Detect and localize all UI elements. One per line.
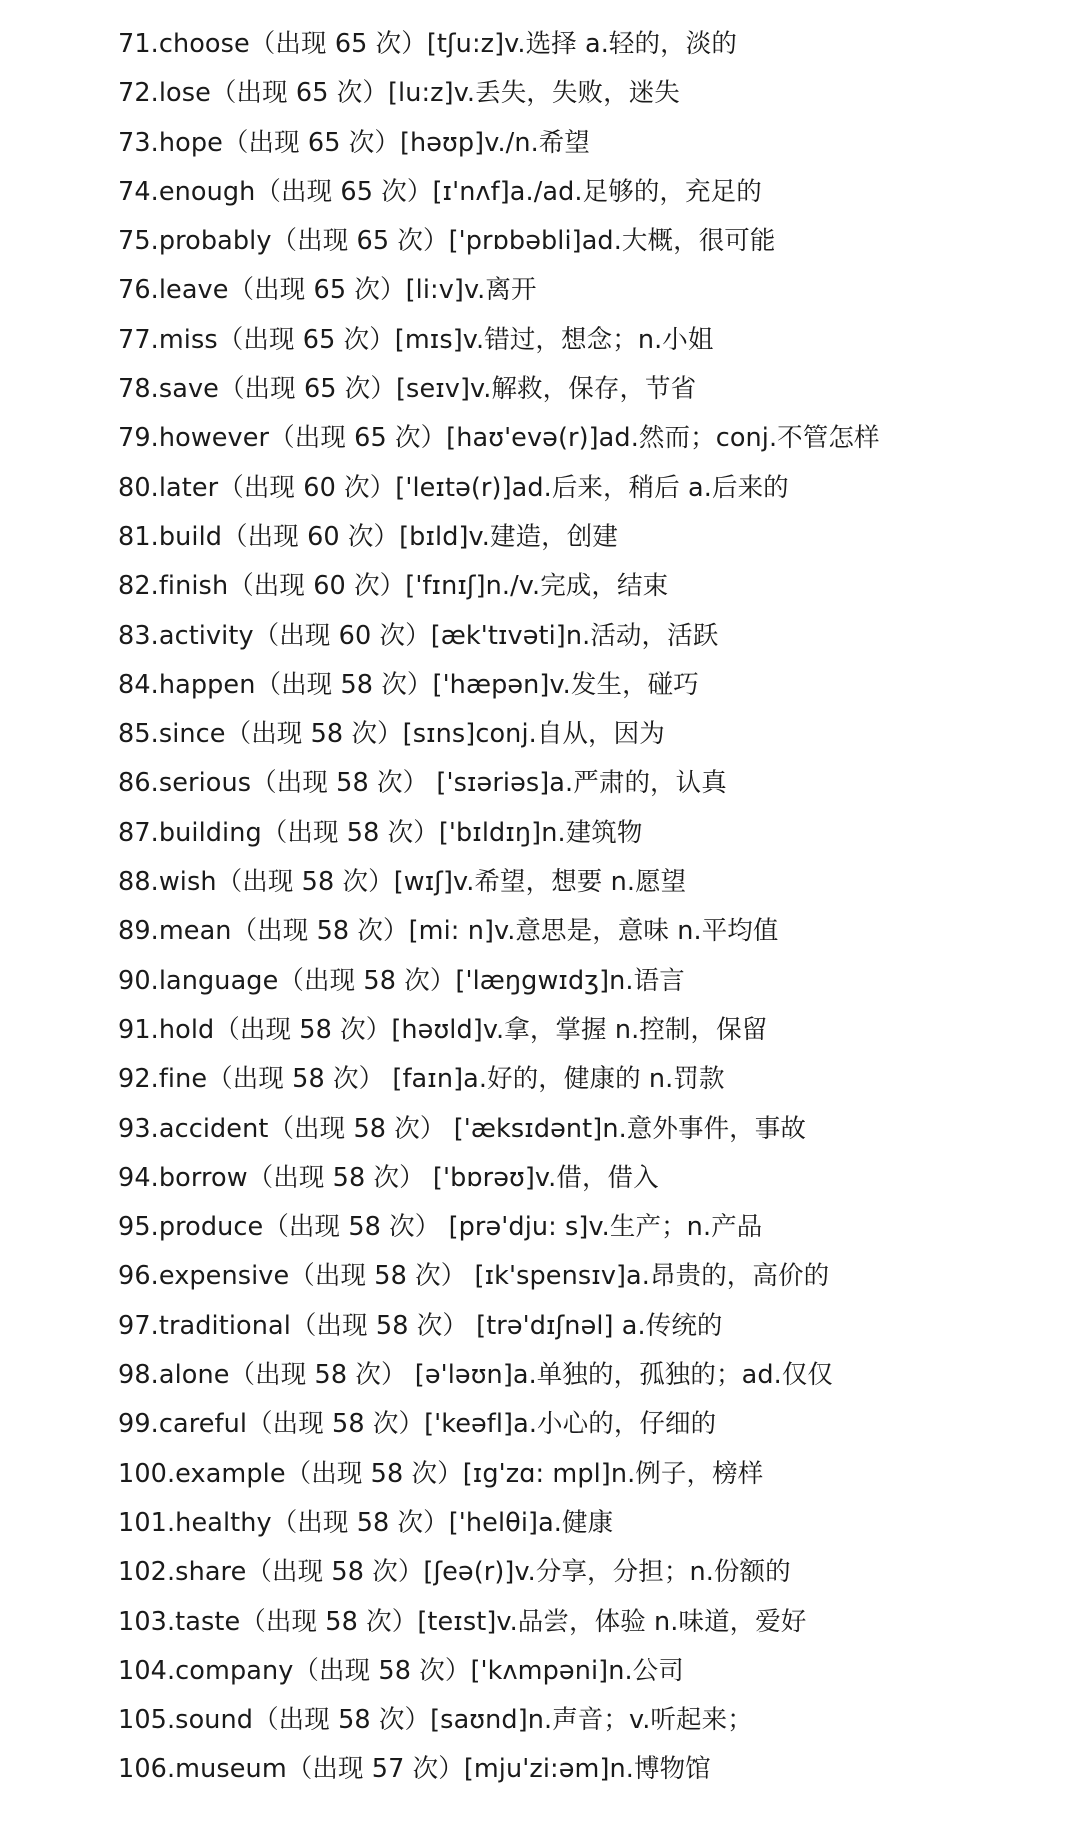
vocab-entry: 101.healthy（出现 58 次）['helθi]a.健康 bbox=[118, 1507, 614, 1538]
vocab-entry: 94.borrow（出现 58 次） ['bɒrəʊ]v.借，借入 bbox=[118, 1162, 659, 1193]
vocab-entry: 103.taste（出现 58 次）[teɪst]v.品尝，体验 n.味道，爱好 bbox=[118, 1606, 807, 1637]
vocab-entry: 74.enough（出现 65 次）[ɪ'nʌf]a./ad.足够的，充足的 bbox=[118, 176, 762, 207]
vocab-entry: 104.company（出现 58 次）['kʌmpəni]n.公司 bbox=[118, 1655, 684, 1686]
vocab-entry: 95.produce（出现 58 次） [prə'dju: s]v.生产；n.产品 bbox=[118, 1212, 763, 1243]
vocab-entry: 96.expensive（出现 58 次） [ɪk'spensɪv]a.昂贵的，高价的 bbox=[118, 1261, 830, 1292]
vocab-entry: 99.careful（出现 58 次）['keəfl]a.小心的，仔细的 bbox=[118, 1409, 717, 1440]
vocab-entry: 98.alone（出现 58 次） [ə'ləʊn]a.单独的，孤独的；ad.仅仅 bbox=[118, 1360, 834, 1391]
vocab-entry: 102.share（出现 58 次）[ʃeə(r)]v.分享，分担；n.份额的 bbox=[118, 1557, 791, 1588]
vocab-entry: 93.accident（出现 58 次） ['æksɪdənt]n.意外事件，事故 bbox=[118, 1113, 806, 1144]
vocab-entry: 100.example（出现 58 次）[ɪg'zɑ: mpl]n.例子，榜样 bbox=[118, 1458, 764, 1489]
vocab-entry: 84.happen（出现 58 次）['hæpən]v.发生，碰巧 bbox=[118, 669, 699, 700]
vocab-entry: 88.wish（出现 58 次）[wɪʃ]v.希望，想要 n.愿望 bbox=[118, 867, 687, 898]
vocab-entry: 97.traditional（出现 58 次） [trə'dɪʃnəl] a.传统的 bbox=[118, 1310, 723, 1341]
vocab-entry: 105.sound（出现 58 次）[saʊnd]n.声音；v.听起来； bbox=[118, 1705, 753, 1736]
vocab-entry: 87.building（出现 58 次）['bɪldɪŋ]n.建筑物 bbox=[118, 817, 643, 848]
vocab-entry: 85.since（出现 58 次）[sɪns]conj.自从，因为 bbox=[118, 719, 665, 750]
vocab-entry: 90.language（出现 58 次）['læŋgwɪdʒ]n.语言 bbox=[118, 965, 685, 996]
vocab-entry: 106.museum（出现 57 次）[mju'zi:əm]n.博物馆 bbox=[118, 1754, 711, 1785]
vocab-entry: 83.activity（出现 60 次）[æk'tɪvəti]n.活动，活跃 bbox=[118, 620, 719, 651]
vocab-entry: 71.choose（出现 65 次）[tʃu:z]v.选择 a.轻的，淡的 bbox=[118, 29, 737, 59]
vocab-list bbox=[118, 20, 1068, 1795]
vocab-entry: 72.lose（出现 65 次）[lu:z]v.丢失，失败，迷失 bbox=[118, 78, 680, 109]
vocab-entry: 75.probably（出现 65 次）['prɒbəbli]ad.大概，很可能 bbox=[118, 226, 776, 257]
vocab-entry: 79.however（出现 65 次）[haʊ'evə(r)]ad.然而；conj.不管怎样 bbox=[118, 423, 880, 454]
vocab-entry: 76.leave（出现 65 次）[li:v]v.离开 bbox=[118, 275, 537, 306]
vocab-entry: 89.mean（出现 58 次）[mi: n]v.意思是，意味 n.平均值 bbox=[118, 916, 779, 947]
vocab-entry: 80.later（出现 60 次）['leɪtə(r)]ad.后来，稍后 a.后来的 bbox=[118, 472, 789, 503]
vocab-entry: 86.serious（出现 58 次） ['sɪəriəs]a.严肃的，认真 bbox=[118, 768, 727, 799]
vocab-entry: 81.build（出现 60 次）[bɪld]v.建造，创建 bbox=[118, 521, 618, 552]
vocab-entry: 92.fine（出现 58 次） [faɪn]a.好的，健康的 n.罚款 bbox=[118, 1064, 725, 1095]
vocab-entry: 73.hope（出现 65 次）[həʊp]v./n.希望 bbox=[118, 127, 591, 158]
vocab-entry: 91.hold（出现 58 次）[həʊld]v.拿，掌握 n.控制，保留 bbox=[118, 1014, 768, 1045]
vocab-entry: 78.save（出现 65 次）[seɪv]v.解救，保存，节省 bbox=[118, 374, 697, 405]
vocab-entry: 77.miss（出现 65 次）[mɪs]v.错过，想念；n.小姐 bbox=[118, 324, 714, 355]
vocab-entry: 82.finish（出现 60 次）['fɪnɪʃ]n./v.完成，结束 bbox=[118, 571, 669, 602]
